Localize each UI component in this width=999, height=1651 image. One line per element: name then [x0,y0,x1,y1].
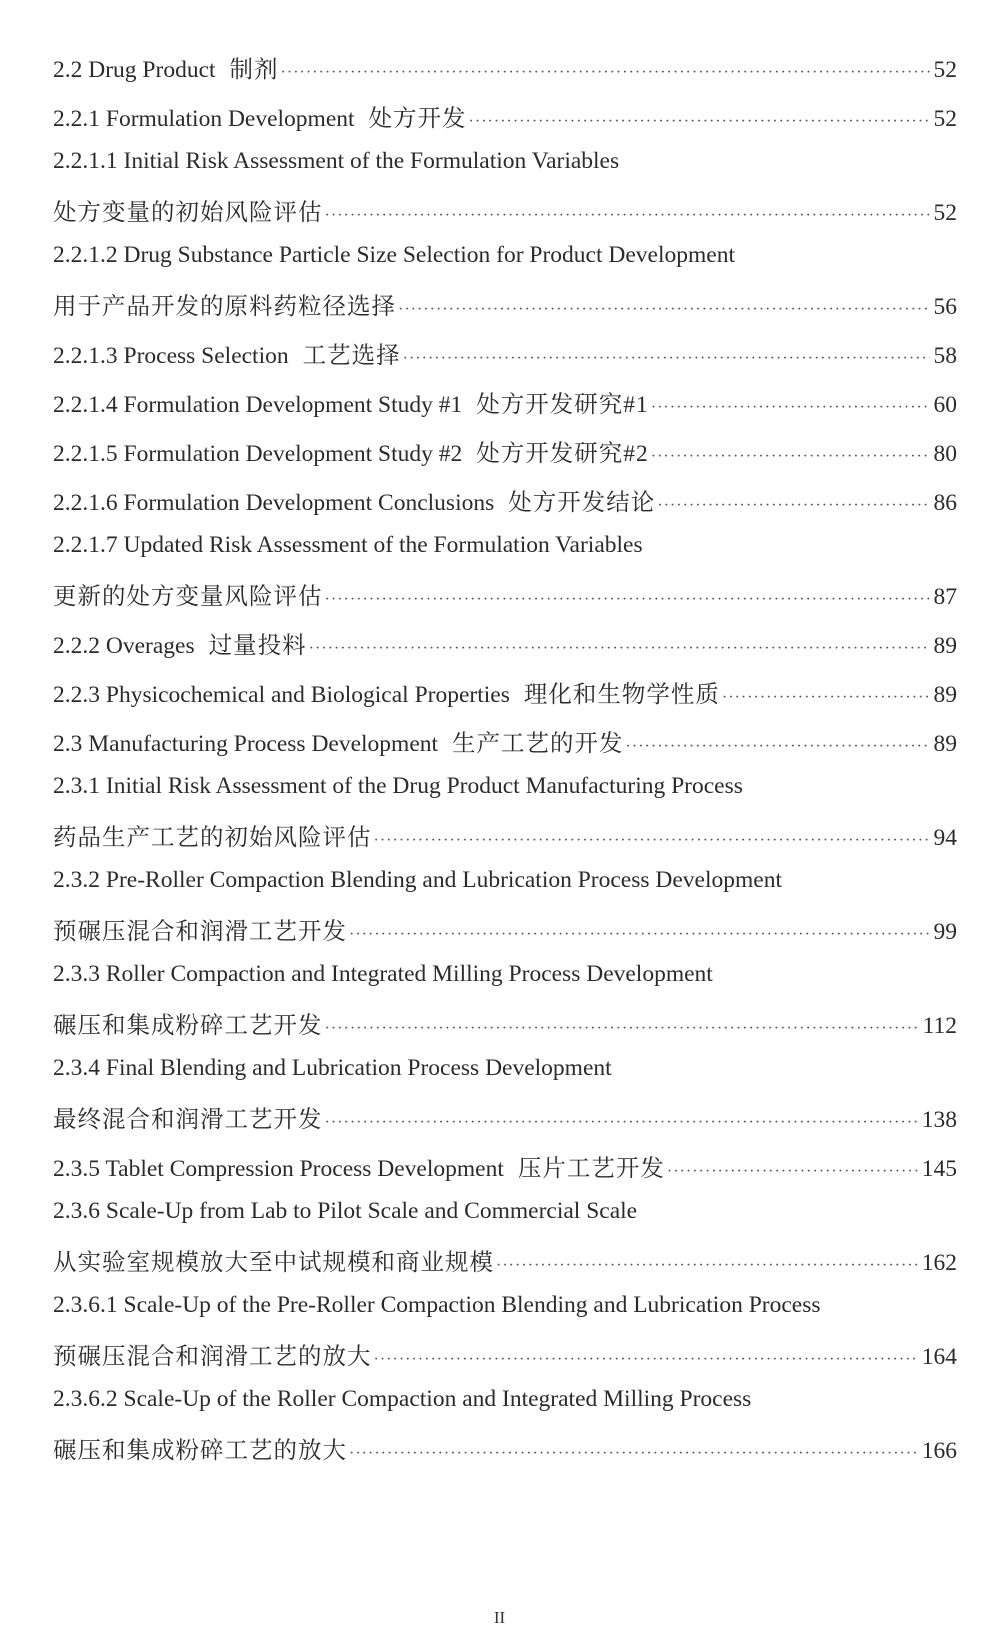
toc-entry-title-cn: 生产工艺的开发 [452,731,624,757]
toc-entry-page-number: 94 [933,825,957,851]
toc-entry-title-cn: 处方开发研究#2 [476,441,649,467]
dot-leader [374,832,930,850]
toc-entry-title-cn: 制剂 [229,57,279,83]
toc-entry-title-line [53,961,957,1006]
dot-leader [281,64,930,82]
toc-entry-title-en: 2.3.6 Scale-Up from Lab to Pilot Scale and Commercial Scale [53,1198,638,1224]
toc-entry-title-cn: 最终混合和润滑工艺开发 [53,1107,323,1133]
toc-entry[interactable] [53,675,957,724]
toc-entry-leader-line [53,434,957,483]
dot-leader [469,113,930,131]
toc-entry-title-cn: 更新的处方变量风险评估 [53,584,323,610]
toc-entry-title-en: 2.2.1.2 Drug Substance Particle Size Selection for Product Development [53,242,735,268]
toc-entry[interactable] [53,99,957,148]
toc-entry[interactable] [53,773,957,867]
toc-entry-title-en: 2.3.6.1 Scale-Up of the Pre-Roller Compaction Blending and Lubrication Process [53,1292,821,1318]
toc-entry-title-cn: 工艺选择 [302,343,401,369]
toc-entry-title-en: 2.2.1 Formulation Development [53,106,355,132]
toc-entry-leader-line [53,724,957,773]
toc-entry-title-cn: 处方开发研究#1 [476,392,649,418]
toc-entry-leader-line [53,675,957,724]
toc-entry-title-line [53,1198,957,1243]
toc-entry-leader-line [53,577,957,626]
toc-entry-page-number: 138 [921,1107,957,1133]
toc-entry-page-number: 162 [921,1250,957,1276]
toc-entry-title-en: 2.3 Manufacturing Process Development [53,731,439,757]
toc-entry-leader-line [53,99,957,148]
dot-leader [374,1351,918,1369]
toc-entry-leader-line [53,1100,957,1149]
toc-entry-title-line [53,532,957,577]
dot-leader [496,1257,918,1275]
toc-entry[interactable] [53,336,957,385]
toc-entry[interactable] [53,50,957,99]
toc-entry[interactable] [53,1198,957,1292]
toc-entry-title-en: 2.2.3 Physicochemical and Biological Properties [53,682,510,708]
toc-entry-leader-line [53,1243,957,1292]
toc-entry-title-line [53,242,957,287]
toc-entry[interactable] [53,867,957,961]
dot-leader [309,640,930,658]
page-number: II [493,1608,506,1627]
toc-entry-title-cn: 处方开发结论 [508,490,656,516]
toc-entry-page-number: 58 [933,343,957,369]
toc-entry-title-en: 2.2.1.4 Formulation Development Study #1 [53,392,463,418]
toc-entry-page-number: 86 [933,490,957,516]
toc-entry[interactable] [53,1292,957,1386]
dot-leader [325,207,930,225]
toc-entry-title-cn: 碾压和集成粉碎工艺开发 [53,1013,323,1039]
toc-entry-page-number: 80 [933,441,957,467]
toc-entry-title-en: 2.2.1.3 Process Selection [53,343,289,369]
toc-entry[interactable] [53,385,957,434]
toc-entry-title-cn: 过量投料 [208,633,307,659]
toc-entry-leader-line [53,336,957,385]
toc-entry-title-en: 2.2 Drug Product [53,57,216,83]
toc-entry[interactable] [53,626,957,675]
toc-entry-page-number: 52 [933,57,957,83]
toc-entry-title-cn: 处方变量的初始风险评估 [53,200,323,226]
dot-leader [325,591,930,609]
toc-entry-title-cn: 理化和生物学性质 [523,682,720,708]
toc-entry-page-number: 89 [933,633,957,659]
dot-leader [626,738,930,756]
toc-entry-page-number: 99 [933,919,957,945]
toc-entry-title-en: 2.3.1 Initial Risk Assessment of the Drug Product Manufacturing Process [53,773,743,799]
dot-leader [325,1020,919,1038]
toc-entry-title-cn: 预碾压混合和润滑工艺开发 [53,919,347,945]
dot-leader [667,1163,918,1181]
toc-entry-page-number: 145 [921,1156,957,1182]
toc-entry-title-cn: 从实验室规模放大至中试规模和商业规模 [53,1250,494,1276]
toc-entry[interactable] [53,724,957,773]
toc-entry-page-number: 164 [921,1344,957,1370]
toc-entry-title-line [53,773,957,818]
toc-entry-title-cn: 药品生产工艺的初始风险评估 [53,825,372,851]
toc-entry-leader-line [53,385,957,434]
toc-entry-title-cn: 预碾压混合和润滑工艺的放大 [53,1344,372,1370]
toc-entry-leader-line [53,193,957,242]
toc-entry-title-cn: 压片工艺开发 [517,1156,665,1182]
toc-entry-leader-line [53,287,957,336]
toc-entry-title-cn: 碾压和集成粉碎工艺的放大 [53,1438,347,1464]
dot-leader [651,399,930,417]
toc-entry-title-en: 2.2.1.7 Updated Risk Assessment of the Formulation Variables [53,532,643,558]
toc-entry-leader-line [53,1149,957,1198]
toc-entry-title-line [53,1386,957,1431]
dot-leader [349,926,930,944]
toc-entry[interactable] [53,1055,957,1149]
dot-leader [349,1445,918,1463]
toc-entry[interactable] [53,1149,957,1198]
dot-leader [722,689,930,707]
toc-entry-title-line [53,1055,957,1100]
dot-leader [657,497,929,515]
toc-entry-page-number: 52 [933,106,957,132]
toc-entry[interactable] [53,483,957,532]
toc-entry-title-en: 2.2.1.5 Formulation Development Study #2 [53,441,463,467]
toc-entry-title-line [53,148,957,193]
toc-entry-leader-line [53,1431,957,1480]
toc-entry-page-number: 89 [933,682,957,708]
toc-entry-leader-line [53,1337,957,1386]
toc-entry-title-en: 2.2.1.1 Initial Risk Assessment of the Formulation Variables [53,148,620,174]
toc-entry[interactable] [53,1386,957,1480]
dot-leader [403,350,930,368]
toc-entry-page-number: 166 [921,1438,957,1464]
toc-entry[interactable] [53,242,957,336]
toc-entry-page-number: 60 [933,392,957,418]
toc-entry[interactable] [53,961,957,1055]
table-of-contents [53,50,957,1480]
toc-entry-title-cn: 处方开发 [368,106,467,132]
toc-entry-page-number: 52 [933,200,957,226]
toc-entry-title-en: 2.3.4 Final Blending and Lubrication Process Development [53,1055,612,1081]
toc-entry[interactable] [53,148,957,242]
toc-entry-page-number: 112 [922,1013,957,1039]
toc-entry-title-line [53,1292,957,1337]
dot-leader [325,1114,918,1132]
toc-entry-leader-line [53,50,957,99]
dot-leader [651,448,930,466]
toc-entry-leader-line [53,1006,957,1055]
toc-entry-page-number: 56 [933,294,957,320]
toc-entry-title-en: 2.2.2 Overages [53,633,195,659]
toc-entry-leader-line [53,483,957,532]
toc-entry[interactable] [53,434,957,483]
dot-leader [398,301,930,319]
toc-entry-title-en: 2.3.3 Roller Compaction and Integrated Milling Process Development [53,961,713,987]
toc-entry-title-en: 2.2.1.6 Formulation Development Conclusions [53,490,495,516]
toc-entry-leader-line [53,912,957,961]
toc-entry[interactable] [53,532,957,626]
toc-entry-leader-line [53,818,957,867]
toc-entry-page-number: 89 [933,731,957,757]
toc-entry-page-number: 87 [933,584,957,610]
toc-entry-leader-line [53,626,957,675]
toc-entry-title-en: 2.3.6.2 Scale-Up of the Roller Compaction and Integrated Milling Process [53,1386,752,1412]
toc-entry-title-line [53,867,957,912]
toc-entry-title-en: 2.3.5 Tablet Compression Process Development [53,1156,504,1182]
toc-entry-title-cn: 用于产品开发的原料药粒径选择 [53,294,396,320]
toc-entry-title-en: 2.3.2 Pre-Roller Compaction Blending and Lubrication Process Development [53,867,783,893]
